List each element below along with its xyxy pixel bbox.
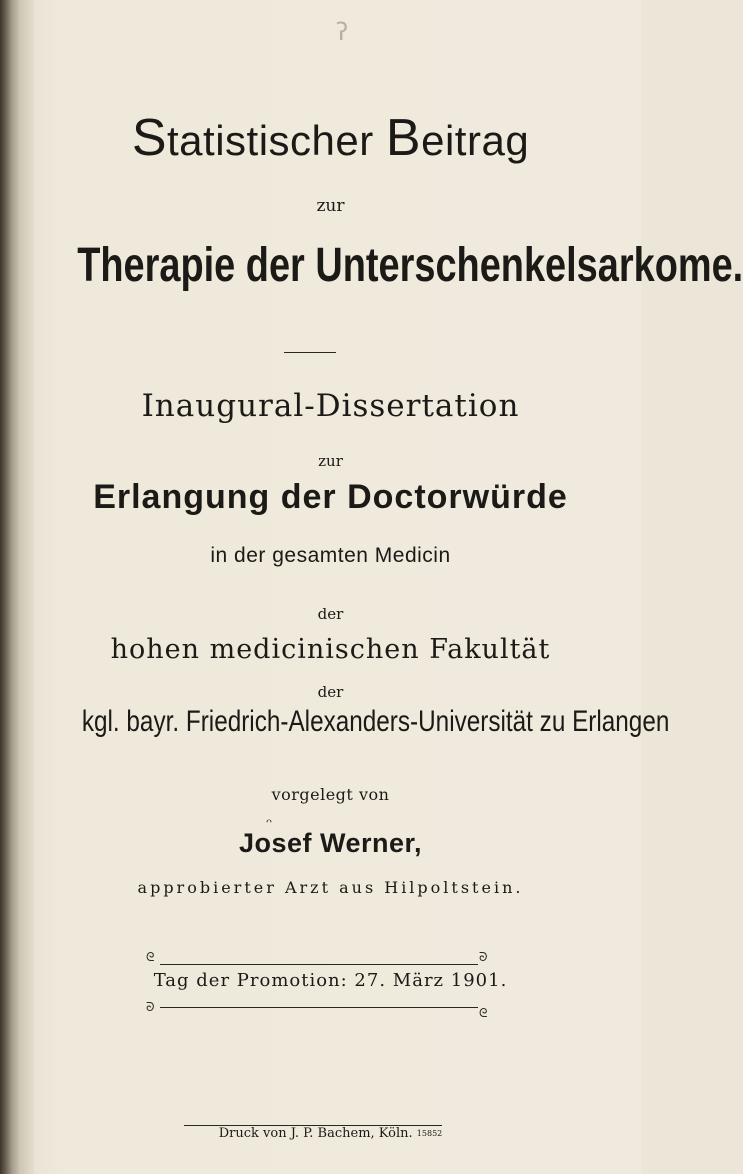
der-line-2: der — [317, 683, 344, 701]
diacritic-mark: ᴖ — [266, 817, 273, 828]
printer-text: Druck von J. P. Bachem, Köln. — [218, 1126, 413, 1141]
dissertation-heading: Inaugural-Dissertation — [141, 388, 520, 424]
doctorate-line: Erlangung der Doctorwürde — [93, 478, 568, 516]
zur-line-2: zur — [318, 452, 343, 470]
lower-ornament-rule — [160, 1007, 478, 1008]
promotion-date: Tag der Promotion: 27. März 1901. — [153, 970, 508, 991]
short-divider-rule — [284, 352, 336, 353]
thesis-topic: Therapie der Unterschenkelsarkome. — [77, 239, 743, 292]
right-ornament-top: ᘐ — [479, 950, 488, 964]
left-ornament-top: ᘓ — [146, 950, 155, 964]
right-ornament-bottom: ᘓ — [479, 1006, 488, 1020]
pencil-mark: ʔ — [336, 18, 349, 46]
medicine-line: in der gesamten Medicin — [210, 544, 451, 567]
der-line-1: der — [317, 605, 344, 623]
submitted-by-line: vorgelegt von — [271, 785, 390, 804]
upper-ornament-rule — [160, 964, 478, 965]
printer-line — [40, 1126, 621, 1141]
faculty-line: hohen medicinischen Fakultät — [110, 634, 551, 665]
university-line: kgl. bayr. Friedrich-Alexanders-Universität zu Erlangen — [81, 705, 670, 738]
book-binding-edge — [0, 0, 34, 1174]
author-description: approbierter Arzt aus Hilpoltstein. — [137, 878, 524, 897]
left-ornament-bottom: ᘐ — [146, 1000, 155, 1014]
zur-line-1: zur — [316, 196, 345, 216]
main-title: Statistischer Beitrag — [131, 109, 530, 167]
print-number: 15852 — [416, 1129, 443, 1138]
author-name: Josef Werner, — [238, 828, 423, 858]
